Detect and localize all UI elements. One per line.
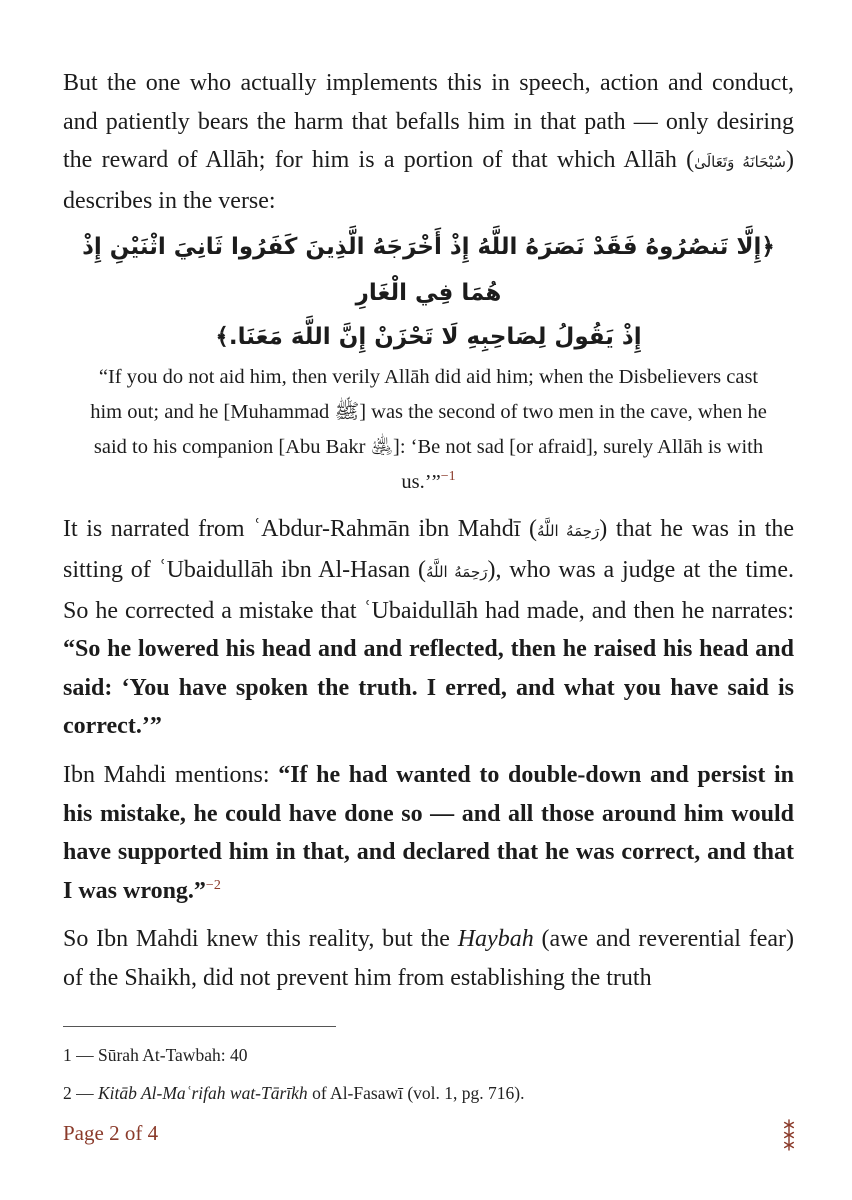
para3-text-1: Ibn Mahdi mentions: (63, 761, 279, 788)
paragraph-3 (63, 756, 794, 910)
footnote-1: 1 — Sūrah At-Tawbah: 40 (63, 1045, 248, 1065)
para1-text-1: But the one who actually implements this in speech, action and conduct, and patiently bears the harm that befalls him in that path — only desiring the reward of Allāh; for him is a portion of that which Allāh ( (63, 70, 794, 174)
paragraph-4 (63, 920, 794, 997)
para2-bold-quote: “So he lowered his head and and reflected, then he raised his head and said: ‘You have spoken the truth. I erred, and what you have said is correct.’” (63, 636, 794, 740)
footnote-2-title: Kitāb Al-Maʿrifah wat-Tārīkh (98, 1083, 308, 1103)
footnote-divider (63, 1026, 336, 1027)
para2-arabic-honorific-2: رَحِمَهُ اللَّهُ (425, 562, 488, 581)
verse-translation-text: “If you do not aid him, then verily Allāh did aid him; when the Disbelievers cast him out; and he [Muhammad ﷺ] was the second of two men in the cave, when he said to his companion [Abu Bakr ﵁]: ‘Be not sad [or afraid], surely Allāh is with us.’” (90, 366, 767, 494)
asterism-icon (776, 1118, 802, 1152)
para2-arabic-honorific-1: رَحِمَهُ اللَّهُ (536, 522, 600, 541)
verse-translation (85, 360, 772, 500)
footnote-ref-1[interactable]: −1 (440, 469, 456, 485)
verse-arabic-line-2: إِذْ يَقُولُ لِصَاحِبِهِ لَا تَحْزَنْ إِنَّ اللَّهَ مَعَنَا.﴾ (215, 324, 642, 351)
para2-text-3: ), who was a judge at the time. So he corrected a mistake that ʿUbaidullāh had made, and then he narrates: (63, 556, 794, 624)
para2-text-1: It is narrated from ʿAbdur-Rahmān ibn Mahdī ( (63, 516, 537, 543)
para4-text-2: (awe and reverential fear) of the Shaikh, did not prevent him from establishing the truth (63, 926, 794, 991)
para2-text-2: ) that he was in the sitting of ʿUbaidullāh ibn Al-Hasan ( (63, 516, 795, 583)
para1-arabic-honorific: سُبْحَانَهُ وَتَعَالَىٰ (694, 153, 786, 172)
footnote-2-rest: of Al-Fasawī (vol. 1, pg. 716). (307, 1083, 525, 1103)
footnote-2 (63, 1078, 794, 1108)
para3-bold-quote: “If he had wanted to double-down and persist in his mistake, he could have done so — and all those around him would have supported him in that, and declared that he was correct, and that I was wrong.” (63, 761, 794, 904)
paragraph-1 (63, 64, 794, 220)
footnote-ref-2[interactable]: −2 (205, 877, 221, 893)
para1-text-2: ) describes in the verse: (63, 147, 794, 214)
quran-verse (63, 224, 794, 500)
verse-arabic-line-1: ﴿إِلَّا تَنصُرُوهُ فَقَدْ نَصَرَهُ اللَّهُ إِذْ أَخْرَجَهُ الَّذِينَ كَفَرُوا ثَانِيَ اثْنَيْنِ إِذْ هُمَا فِي الْغَارِ (82, 234, 775, 307)
footnote-2-number: 2 — (63, 1083, 98, 1103)
para4-text-1: So Ibn Mahdi knew this reality, but the (63, 926, 458, 953)
page-body (63, 64, 794, 998)
page-number: Page 2 of 4 (63, 1121, 159, 1145)
para4-italic-term: Haybah (457, 926, 534, 953)
footnotes (63, 1040, 794, 1116)
paragraph-2 (63, 510, 794, 746)
